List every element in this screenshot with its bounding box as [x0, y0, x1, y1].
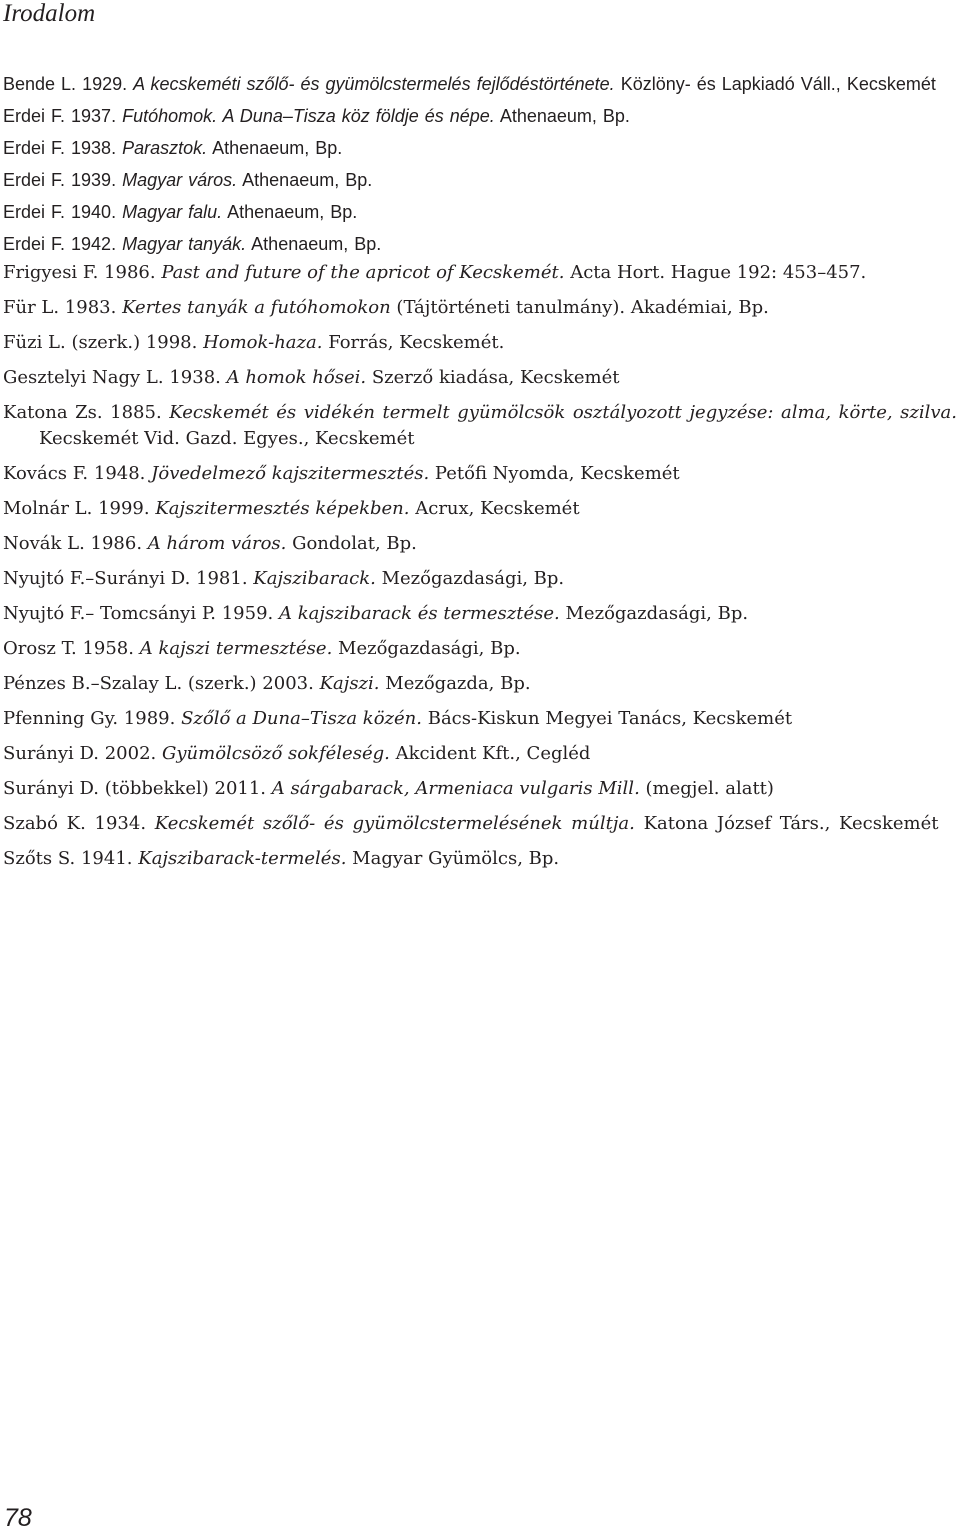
reference-title: Kertes tanyák a futóhomokon [122, 297, 391, 318]
reference-author: Erdei F. 1938. [3, 138, 117, 158]
reference-item [3, 228, 957, 260]
reference-author: Szabó K. 1934. [3, 813, 147, 834]
reference-item [3, 132, 957, 164]
reference-publisher: Mezőgazda, Bp. [385, 673, 531, 694]
reference-author: Erdei F. 1937. [3, 106, 117, 126]
reference-item [3, 636, 957, 662]
reference-title: A három város. [147, 533, 287, 554]
reference-title: A kajszi termesztése. [139, 638, 333, 659]
reference-author: Pénzes B.–Szalay L. (szerk.) 2003. [3, 673, 314, 694]
reference-item [3, 706, 957, 732]
reference-publisher: Magyar Gyümölcs, Bp. [352, 848, 560, 869]
reference-title: A kajszibarack és termesztése. [279, 603, 560, 624]
reference-item [3, 100, 957, 132]
reference-publisher: Mezőgazdasági, Bp. [381, 568, 565, 589]
reference-publisher: Athenaeum, Bp. [499, 106, 630, 126]
reference-publisher: Akcident Kft., Cegléd [395, 743, 591, 764]
reference-item [3, 531, 957, 557]
reference-item [3, 400, 957, 452]
section-heading: Irodalom [3, 0, 96, 27]
reference-title: Kecskemét szőlő- és gyümölcstermelésének múltja. [154, 813, 635, 834]
reference-title: A sárgabarack, Armeniaca vulgaris Mill. [271, 778, 640, 799]
reference-author: Nyujtó F.–Surányi D. 1981. [3, 568, 248, 589]
reference-item [3, 196, 957, 228]
reference-item [3, 295, 957, 321]
reference-item [3, 671, 957, 697]
reference-title: Kecskemét és vidékén termelt gyümölcsök osztályozott jegyzése: alma, körte, szilva. [169, 402, 957, 423]
reference-item [3, 365, 957, 391]
reference-title: A homok hősei. [226, 367, 367, 388]
reference-author: Kovács F. 1948. [3, 463, 146, 484]
reference-publisher: Szerző kiadása, Kecskemét [371, 367, 620, 388]
reference-title: Szőlő a Duna–Tisza közén. [181, 708, 422, 729]
reference-publisher: Forrás, Kecskemét. [328, 332, 505, 353]
reference-list [3, 68, 957, 881]
reference-item [3, 566, 957, 592]
reference-title: Kajszitermesztés képekben. [155, 498, 410, 519]
reference-publisher: Mezőgazdasági, Bp. [338, 638, 521, 659]
reference-publisher: Acrux, Kecskemét [415, 498, 580, 519]
reference-publisher: Gondolat, Bp. [292, 533, 417, 554]
reference-author: Gesztelyi Nagy L. 1938. [3, 367, 221, 388]
reference-author: Novák L. 1986. [3, 533, 143, 554]
reference-title: Kajszibarack. [253, 568, 376, 589]
reference-title: Kajszi. [319, 673, 380, 694]
reference-publisher: Athenaeum, Bp. [212, 138, 343, 158]
reference-author: Orosz T. 1958. [3, 638, 134, 659]
reference-publisher: Athenaeum, Bp. [251, 234, 382, 254]
reference-item [3, 260, 957, 286]
page-number: 78 [4, 1504, 32, 1532]
reference-title: Past and future of the apricot of Kecskemét. [161, 262, 565, 283]
reference-publisher: Közlöny- és Lapkiadó Váll., Kecskemét [620, 74, 936, 94]
reference-title: Jövedelmező kajszitermesztés. [151, 463, 430, 484]
reference-item [3, 741, 957, 767]
reference-item [3, 811, 957, 837]
reference-publisher: Katona József Társ., Kecskemét [643, 813, 939, 834]
reference-title: Magyar város. [122, 170, 238, 190]
reference-publisher: (megjel. alatt) [645, 778, 774, 799]
reference-publisher: Petőfi Nyomda, Kecskemét [434, 463, 680, 484]
reference-author: Erdei F. 1942. [3, 234, 117, 254]
reference-item [3, 68, 957, 100]
reference-publisher: Bács-Kiskun Megyei Tanács, Kecskemét [427, 708, 793, 729]
reference-title: Magyar tanyák. [122, 234, 247, 254]
reference-author: Surányi D. 2002. [3, 743, 157, 764]
reference-item [3, 601, 957, 627]
reference-publisher: Mezőgazdasági, Bp. [565, 603, 749, 624]
reference-publisher: Acta Hort. Hague 192: 453–457. [570, 262, 867, 283]
reference-publisher: Kecskemét Vid. Gazd. Egyes., Kecskemét [39, 428, 415, 449]
reference-author: Bende L. 1929. [3, 74, 128, 94]
reference-item [3, 330, 957, 356]
reference-title: Futóhomok. A Duna–Tisza köz földje és népe. [122, 106, 495, 126]
reference-author: Surányi D. (többekkel) 2011. [3, 778, 267, 799]
reference-author: Pfenning Gy. 1989. [3, 708, 176, 729]
reference-title: Kajszibarack-termelés. [138, 848, 347, 869]
reference-author: Erdei F. 1940. [3, 202, 117, 222]
reference-item [3, 496, 957, 522]
reference-publisher: (Tájtörténeti tanulmány). Akadémiai, Bp. [396, 297, 769, 318]
reference-item [3, 461, 957, 487]
reference-title: Magyar falu. [122, 202, 223, 222]
reference-item [3, 846, 957, 872]
reference-author: Frigyesi F. 1986. [3, 262, 156, 283]
reference-item [3, 776, 957, 802]
reference-author: Katona Zs. 1885. [3, 402, 162, 423]
reference-item [3, 164, 957, 196]
reference-author: Füzi L. (szerk.) 1998. [3, 332, 198, 353]
reference-author: Erdei F. 1939. [3, 170, 117, 190]
reference-title: Homok-haza. [203, 332, 323, 353]
reference-publisher: Athenaeum, Bp. [227, 202, 358, 222]
reference-title: Parasztok. [122, 138, 208, 158]
reference-title: A kecskeméti szőlő- és gyümölcstermelés fejlődéstörténete. [133, 74, 615, 94]
reference-author: Für L. 1983. [3, 297, 117, 318]
reference-author: Szőts S. 1941. [3, 848, 133, 869]
reference-author: Nyujtó F.– Tomcsányi P. 1959. [3, 603, 274, 624]
reference-publisher: Athenaeum, Bp. [242, 170, 373, 190]
reference-title: Gyümölcsöző sokféleség. [162, 743, 390, 764]
reference-author: Molnár L. 1999. [3, 498, 150, 519]
